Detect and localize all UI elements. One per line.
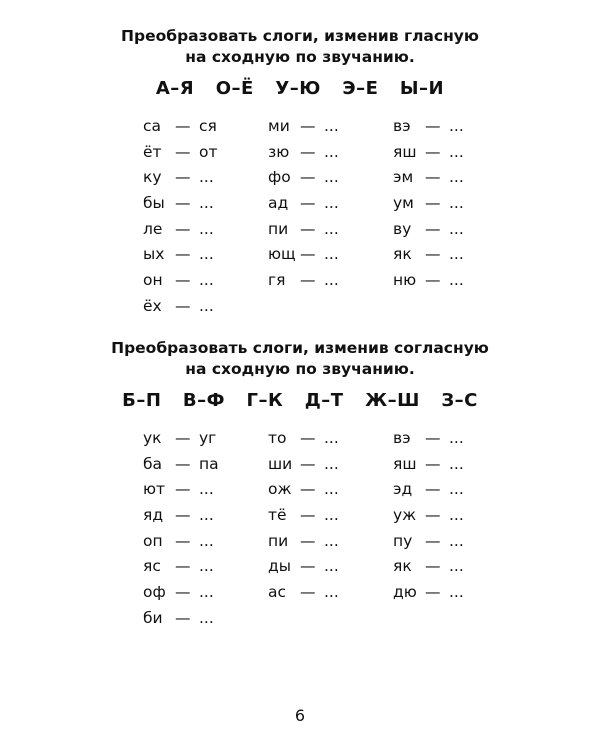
dash: — [300,271,316,290]
dash: — [300,117,316,135]
syllable-row [143,580,219,606]
dash: — [425,583,441,602]
syllable: яш [393,454,417,473]
syllable: ющ [268,245,296,264]
dash: — [300,454,316,473]
transformed-syllable: ... [449,117,464,135]
dash: — [300,245,316,264]
exercise-title-line1: Преобразовать слоги, изменив согласную [111,339,489,357]
syllable-row [143,452,219,478]
syllable-column [268,426,339,606]
syllable: ож [268,480,292,499]
syllable-row [268,114,339,140]
transformed-syllable: ... [199,480,214,499]
syllable: вэ [393,429,411,447]
syllable-row [268,554,339,580]
syllable: як [393,245,412,264]
transformed-syllable: ... [324,219,339,238]
syllable-row [143,191,218,217]
dash: — [300,142,316,161]
transformed-syllable: ... [199,194,214,213]
syllable: оп [143,531,163,550]
transformed-syllable: ... [324,194,339,213]
transformed-syllable: ... [324,168,339,187]
transformed-syllable: ... [449,480,464,499]
dash: — [300,194,316,213]
syllable-row [393,452,464,478]
syllable: пи [268,531,289,550]
dash: — [175,454,191,473]
syllable: ми [268,117,290,135]
syllable: вэ [393,117,411,135]
syllable-row [143,503,219,529]
syllable: фо [268,168,291,187]
syllable: ых [143,245,165,264]
syllable-row [393,268,464,294]
syllable-row [393,140,464,166]
syllable-row [268,140,339,166]
syllable-row [143,294,218,320]
syllable-row [143,554,219,580]
dash: — [175,531,191,550]
dash: — [175,271,191,290]
dash: — [175,117,191,135]
syllable: пи [268,219,289,238]
transformed-syllable: ... [324,557,339,576]
syllable-row [393,217,464,243]
syllable-row [393,529,464,555]
syllable-row [268,426,339,452]
syllable: би [143,608,163,627]
syllable-row [143,477,219,503]
syllable: ню [393,271,417,290]
syllable-row [143,114,218,140]
transformed-syllable: ... [324,583,339,602]
transformed-syllable: ... [324,454,339,473]
syllable: оф [143,583,166,602]
syllable-row [393,114,464,140]
syllable-row [393,477,464,503]
dash: — [175,219,191,238]
dash: — [425,245,441,264]
syllable: ад [268,194,289,213]
dash: — [300,583,316,602]
syllable: бы [143,194,165,213]
transformed-syllable: ... [449,271,464,290]
dash: — [425,168,441,187]
dash: — [425,117,441,135]
syllable-row [268,503,339,529]
syllable: ас [268,583,287,602]
dash: — [300,429,316,447]
syllable-row [143,140,218,166]
dash: — [425,506,441,525]
syllable: дю [393,583,417,602]
transformed-syllable: ... [324,271,339,290]
transformed-syllable: ... [199,557,214,576]
dash: — [175,168,191,187]
transformed-syllable: ... [324,245,339,264]
transformed-syllable: ся [199,117,217,135]
transformed-syllable: ... [199,271,214,290]
syllable: як [393,557,412,576]
syllable-row [143,606,219,632]
syllable-row [268,242,339,268]
transformed-syllable: ... [449,219,464,238]
transformed-syllable: ... [449,194,464,213]
transformed-syllable: уг [199,429,217,447]
syllable-column [393,426,464,606]
syllable: ву [393,219,412,238]
dash: — [300,480,316,499]
dash: — [425,454,441,473]
syllable-row [268,165,339,191]
exercise-title-line2: на сходную по звучанию. [185,48,415,66]
consonant-pairs: Б–П В–Ф Г–К Д–Т Ж–Ш З–С [122,390,478,411]
syllable-column [393,114,464,294]
syllable: эм [393,168,414,187]
transformed-syllable: ... [199,245,214,264]
syllable-column [143,114,218,320]
transformed-syllable: ... [199,608,214,627]
transformed-syllable: ... [449,168,464,187]
syllable: яс [143,557,161,576]
transformed-syllable: ... [449,557,464,576]
syllable: то [268,429,287,447]
syllable-row [143,242,218,268]
dash: — [175,194,191,213]
syllable: ку [143,168,162,187]
syllable: ук [143,429,162,447]
syllable: яш [393,142,417,161]
syllable: зю [268,142,290,161]
syllable-row [393,242,464,268]
dash: — [300,168,316,187]
consonant-exercise [0,338,600,627]
syllable-row [268,268,339,294]
transformed-syllable: ... [449,454,464,473]
transformed-syllable: ... [324,480,339,499]
dash: — [175,245,191,264]
syllable: тё [268,506,287,525]
syllable-row [393,503,464,529]
exercise-title-line2: на сходную по звучанию. [185,360,415,378]
syllable-row [143,426,219,452]
syllable-row [143,217,218,243]
syllable: ум [393,194,414,213]
transformed-syllable: ... [449,429,464,447]
dash: — [425,194,441,213]
syllable: ле [143,219,163,238]
dash: — [175,557,191,576]
transformed-syllable: ... [449,531,464,550]
transformed-syllable: ... [199,506,214,525]
syllable: пу [393,531,413,550]
syllable-row [393,554,464,580]
vowel-pairs: А–Я О–Ё У–Ю Э–Е Ы–И [155,78,445,99]
dash: — [175,480,191,499]
transformed-syllable: ... [324,506,339,525]
syllable: са [143,117,162,135]
dash: — [175,583,191,602]
dash: — [425,531,441,550]
syllable-row [268,217,339,243]
syllable-row [143,529,219,555]
syllable-row [268,191,339,217]
transformed-syllable: ... [449,142,464,161]
syllable-column [268,114,339,294]
dash: — [425,557,441,576]
syllable-column [143,426,219,632]
syllable: уж [393,506,417,525]
page-number: 6 [294,706,306,725]
transformed-syllable: от [199,142,218,161]
dash: — [175,608,191,627]
syllable: эд [393,480,413,499]
transformed-syllable: ... [199,531,214,550]
transformed-syllable: ... [199,219,214,238]
vowel-exercise [0,26,600,315]
syllable-row [268,529,339,555]
transformed-syllable: ... [449,506,464,525]
dash: — [175,296,191,315]
syllable: ёт [143,142,162,161]
dash: — [425,142,441,161]
syllable-row [393,580,464,606]
syllable: ёх [143,296,162,315]
dash: — [175,429,191,447]
exercise-title-line1: Преобразовать слоги, изменив гласную [121,27,479,45]
syllable-row [143,268,218,294]
transformed-syllable: ... [324,117,339,135]
syllable: ба [143,454,163,473]
syllable-row [268,477,339,503]
transformed-syllable: па [199,454,219,473]
dash: — [425,480,441,499]
syllable: ши [268,454,293,473]
syllable-row [393,165,464,191]
transformed-syllable: ... [324,429,339,447]
transformed-syllable: ... [199,168,214,187]
transformed-syllable: ... [324,142,339,161]
syllable-row [268,452,339,478]
dash: — [300,557,316,576]
dash: — [175,142,191,161]
syllable: гя [268,271,286,290]
syllable: ды [268,557,291,576]
syllable: он [143,271,163,290]
syllable-row [143,165,218,191]
syllable-row [393,426,464,452]
dash: — [425,219,441,238]
dash: — [300,506,316,525]
dash: — [425,271,441,290]
dash: — [425,429,441,447]
dash: — [300,531,316,550]
syllable: яд [143,506,164,525]
transformed-syllable: ... [199,296,214,315]
dash: — [175,506,191,525]
transformed-syllable: ... [449,583,464,602]
syllable-row [393,191,464,217]
syllable: ют [143,480,166,499]
transformed-syllable: ... [199,583,214,602]
transformed-syllable: ... [324,531,339,550]
dash: — [300,219,316,238]
transformed-syllable: ... [449,245,464,264]
syllable-row [268,580,339,606]
